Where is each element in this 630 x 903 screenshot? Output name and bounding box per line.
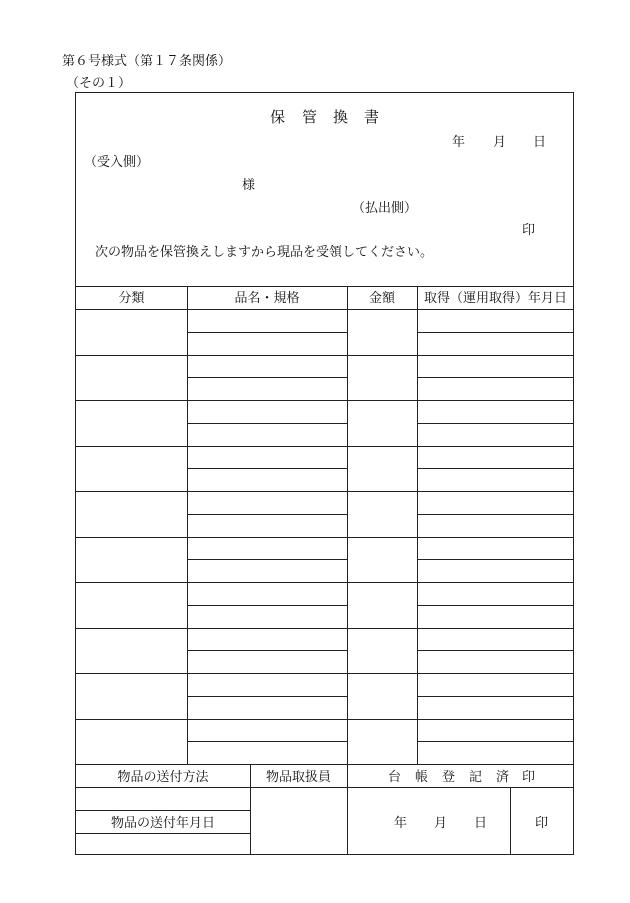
row-group-line <box>75 446 574 447</box>
row-mid-line-right <box>417 605 574 606</box>
header-acquired-date: 取得（運用取得）年月日 <box>423 291 567 306</box>
sama-label: 様 <box>242 178 256 193</box>
issuer-seal: 印 <box>522 223 536 238</box>
date-year-label: 年 <box>452 135 466 150</box>
table-top-line <box>75 286 574 287</box>
row-mid-line-left <box>187 514 347 515</box>
row-mid-line-right <box>417 332 574 333</box>
form-title-char-3: 換 <box>333 108 349 126</box>
ledger-char-6: 印 <box>522 770 536 785</box>
header-amount: 金額 <box>368 291 395 306</box>
row-mid-line-right <box>417 423 574 424</box>
issuer-label: （払出側） <box>352 201 418 216</box>
ledger-char-4: 記 <box>469 770 483 785</box>
ledger-char-2: 帳 <box>415 770 429 785</box>
row-mid-line-left <box>187 423 347 424</box>
row-mid-line-right <box>417 468 574 469</box>
row-group-line <box>75 719 574 720</box>
col-line-2 <box>347 286 348 764</box>
row-mid-line-right <box>417 741 574 742</box>
footer-date-month: 月 <box>434 816 448 831</box>
row-group-line <box>75 537 574 538</box>
row-mid-line-right <box>417 377 574 378</box>
footer-col-line-2 <box>347 764 348 855</box>
row-mid-line-right <box>417 559 574 560</box>
footer-handler: 物品取扱員 <box>265 770 331 785</box>
footer-send-date: 物品の送付年月日 <box>110 816 215 831</box>
ledger-char-1: 台 <box>388 770 402 785</box>
footer-left-line-2 <box>75 833 250 834</box>
header-bottom-line <box>75 309 574 310</box>
row-mid-line-left <box>187 696 347 697</box>
date-day-label: 日 <box>533 135 547 150</box>
request-text: 次の物品を保管換えしますから現品を受領してください。 <box>95 245 434 260</box>
footer-left-line-1 <box>75 810 250 811</box>
row-mid-line-left <box>187 741 347 742</box>
form-title-char-1: 保 <box>270 108 286 126</box>
row-mid-line-right <box>417 696 574 697</box>
form-title-char-2: 管 <box>302 108 318 126</box>
footer-col-line-3 <box>510 787 511 855</box>
footer-send-method: 物品の送付方法 <box>117 770 209 785</box>
row-mid-line-right <box>417 514 574 515</box>
footer-seal: 印 <box>535 816 549 831</box>
form-title-char-4: 書 <box>364 108 380 126</box>
footer-date-day: 日 <box>474 816 488 831</box>
row-mid-line-left <box>187 650 347 651</box>
row-group-line <box>75 491 574 492</box>
col-line-3 <box>417 286 418 764</box>
date-month-label: 月 <box>493 135 507 150</box>
sub-number: （その１） <box>66 76 132 91</box>
row-group-line <box>75 628 574 629</box>
ledger-char-5: 済 <box>496 770 510 785</box>
table-bottom-line <box>75 764 574 765</box>
row-mid-line-right <box>417 650 574 651</box>
header-category: 分類 <box>118 291 145 306</box>
row-group-line <box>75 673 574 674</box>
row-mid-line-left <box>187 559 347 560</box>
row-mid-line-left <box>187 377 347 378</box>
form-number: 第６号様式（第１７条関係） <box>62 54 232 69</box>
row-group-line <box>75 582 574 583</box>
ledger-char-3: 登 <box>442 770 456 785</box>
row-mid-line-left <box>187 468 347 469</box>
col-line-1 <box>187 286 188 764</box>
row-group-line <box>75 400 574 401</box>
footer-header-line <box>75 787 574 788</box>
receiver-label: （受入側） <box>84 155 150 170</box>
row-group-line <box>75 355 574 356</box>
footer-date-year: 年 <box>394 816 408 831</box>
row-mid-line-left <box>187 332 347 333</box>
header-item-name: 品名・規格 <box>234 291 300 306</box>
row-mid-line-left <box>187 605 347 606</box>
